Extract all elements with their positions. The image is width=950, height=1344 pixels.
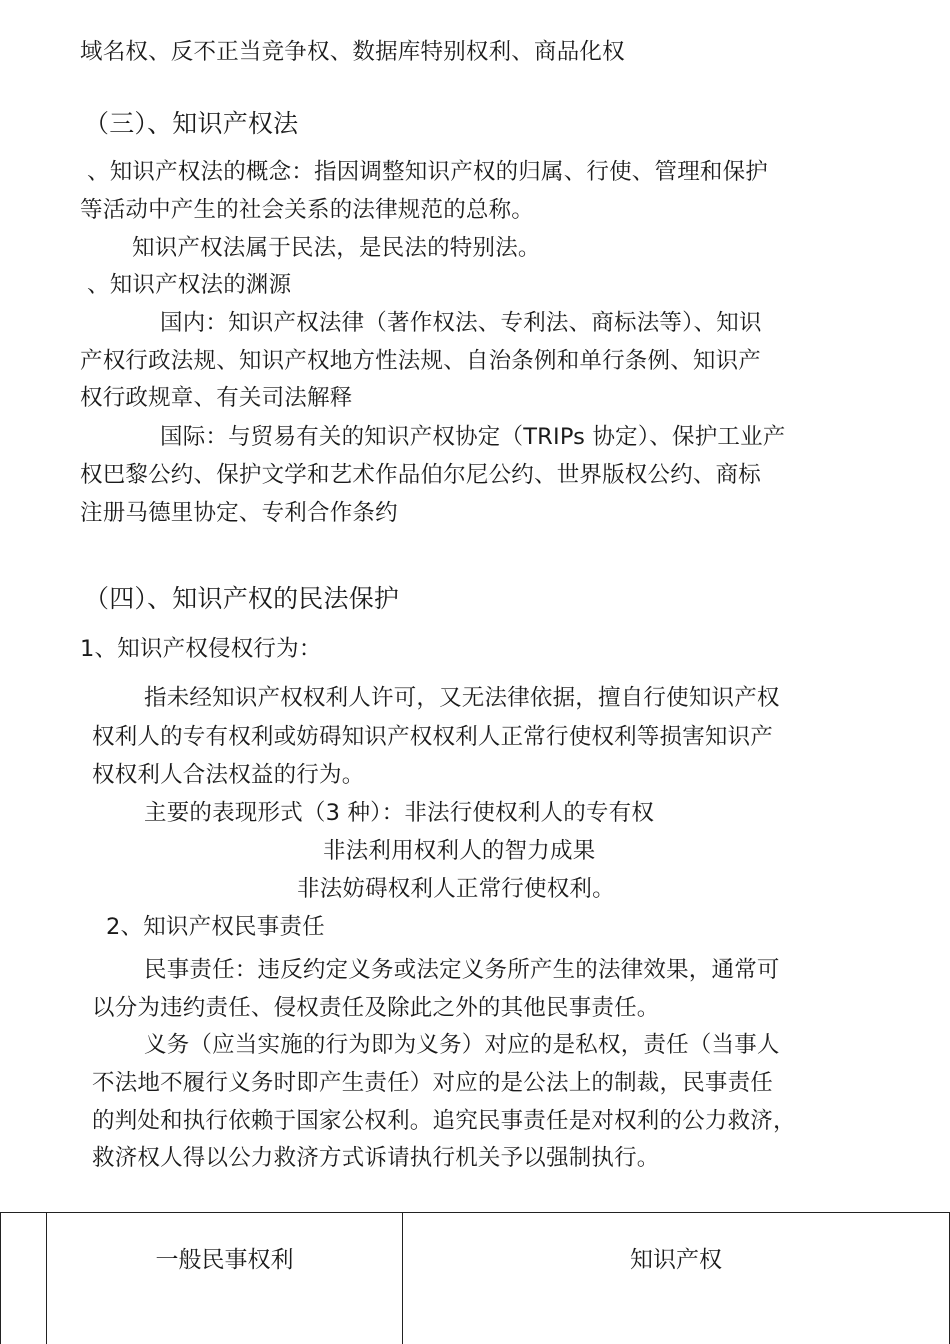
text-line: 非法妨碍权利人正常行使权利。 bbox=[297, 876, 615, 902]
text-line: 权利人的专有权利或妨碍知识产权权利人正常行使权利等损害知识产 bbox=[92, 724, 774, 750]
table-top-border bbox=[0, 1212, 950, 1213]
text-line: 权巴黎公约、保护文学和艺术作品伯尔尼公约、世界版权公约、商标 bbox=[80, 462, 762, 488]
text-line: 不法地不履行义务时即产生责任）对应的是公法上的制裁，民事责任 bbox=[92, 1070, 774, 1096]
table-header-general-civil-rights: 一般民事权利 bbox=[155, 1247, 294, 1273]
text-line: 、知识产权法的概念：指因调整知识产权的归属、行使、管理和保护 bbox=[87, 159, 769, 185]
text-line: 义务（应当实施的行为即为义务）对应的是私权，责任（当事人 bbox=[144, 1032, 780, 1058]
subheading: 2、知识产权民事责任 bbox=[106, 914, 325, 940]
text-line: 权行政规章、有关司法解释 bbox=[80, 385, 353, 411]
section-heading-3: （三）、知识产权法 bbox=[84, 109, 299, 138]
text-line: 知识产权法属于民法，是民法的特别法。 bbox=[132, 235, 541, 261]
section-heading-4: （四）、知识产权的民法保护 bbox=[84, 584, 400, 613]
text-line: 救济权人得以公力救济方式诉请执行机关予以强制执行。 bbox=[92, 1145, 660, 1171]
text-line: 产权行政法规、知识产权地方性法规、自治条例和单行条例、知识产 bbox=[80, 348, 762, 374]
text-line: 权权利人合法权益的行为。 bbox=[92, 762, 365, 788]
text-line: 国际：与贸易有关的知识产权协定（TRIPs 协定）、保护工业产 bbox=[160, 424, 786, 450]
text-line: 指未经知识产权权利人许可，又无法律依据，擅自行使知识产权 bbox=[144, 685, 780, 711]
text-line: 主要的表现形式（3 种）：非法行使权利人的专有权 bbox=[144, 800, 655, 826]
table-column-divider bbox=[46, 1212, 47, 1344]
text-line: 、知识产权法的渊源 bbox=[87, 272, 292, 298]
text-line: 等活动中产生的社会关系的法律规范的总称。 bbox=[80, 197, 535, 223]
text-line: 民事责任：违反约定义务或法定义务所产生的法律效果，通常可 bbox=[144, 957, 780, 983]
text-line: 以分为违约责任、侵权责任及除此之外的其他民事责任。 bbox=[92, 995, 660, 1021]
text-line: 域名权、反不正当竞争权、数据库特别权利、商品化权 bbox=[80, 39, 625, 65]
subheading: 1、知识产权侵权行为： bbox=[80, 636, 322, 662]
text-line: 的判处和执行依赖于国家公权利。追究民事责任是对权利的公力救济， bbox=[92, 1108, 796, 1134]
text-line: 注册马德里协定、专利合作条约 bbox=[80, 500, 398, 526]
text-line: 国内：知识产权法律（著作权法、专利法、商标法等）、知识 bbox=[160, 310, 762, 336]
table-left-border bbox=[0, 1212, 1, 1344]
comparison-table bbox=[0, 1212, 950, 1344]
text-line: 非法利用权利人的智力成果 bbox=[323, 838, 596, 864]
table-column-divider bbox=[402, 1212, 403, 1344]
table-header-ip-rights: 知识产权 bbox=[630, 1247, 722, 1273]
